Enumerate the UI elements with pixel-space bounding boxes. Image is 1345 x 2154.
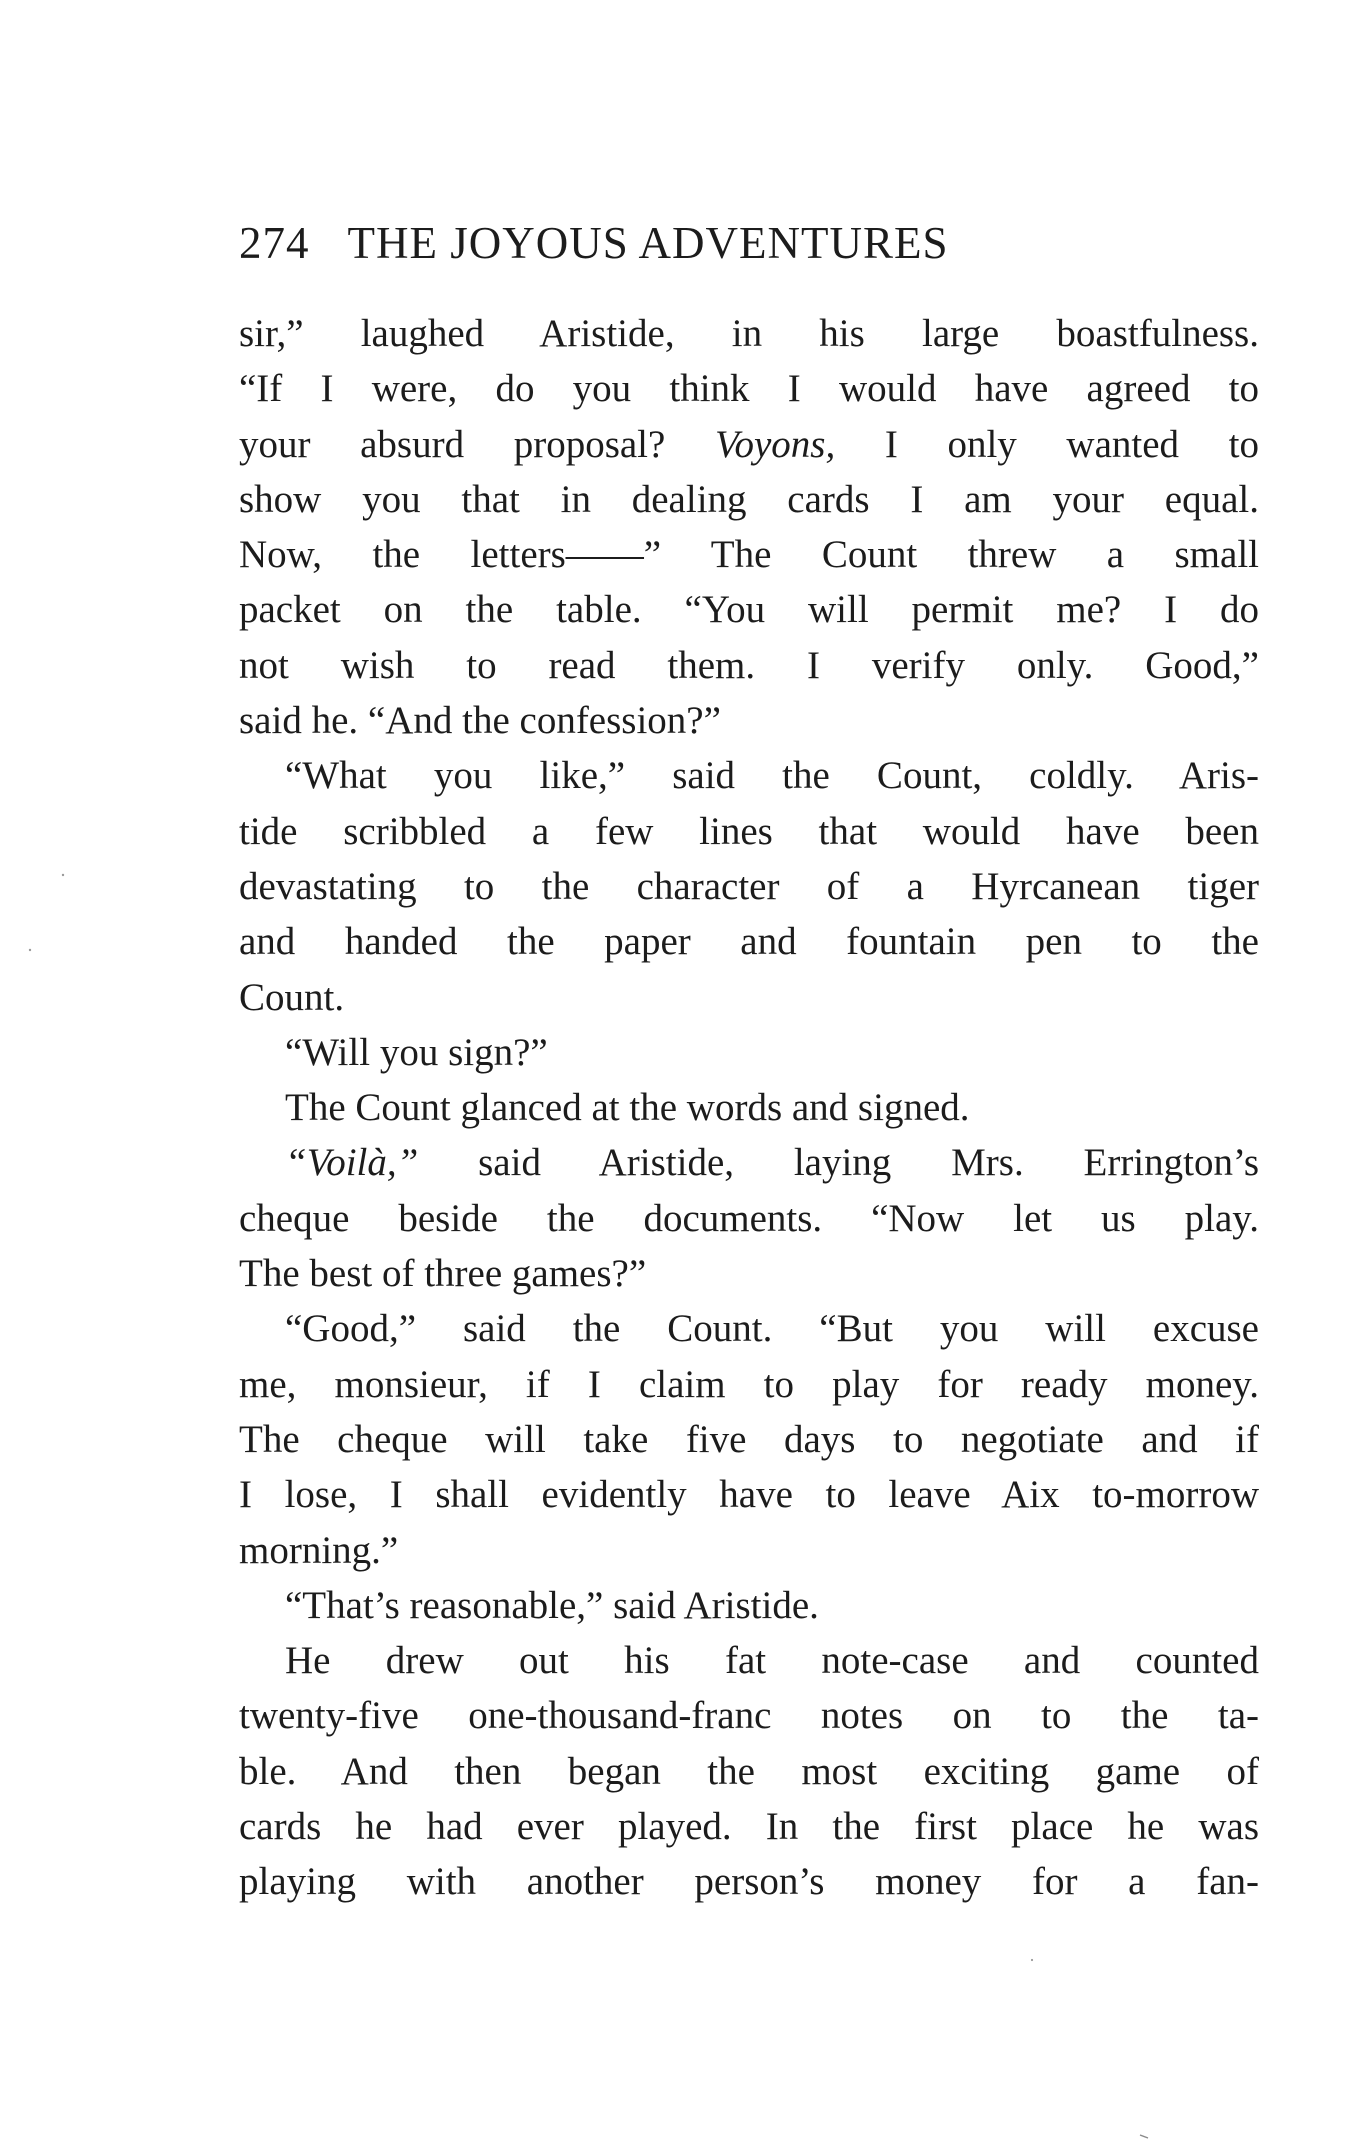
text-run: and handed the paper and fountain pen to the bbox=[239, 920, 1259, 964]
text-run: ble. And then began the most exciting game of bbox=[239, 1749, 1259, 1793]
text-run: said he. “And the confession?” bbox=[239, 699, 721, 743]
text-run: “What you like,” said the Count, coldly. Aris- bbox=[285, 754, 1259, 798]
text-run: “If I were, do you think I would have agreed to bbox=[239, 367, 1259, 411]
text-run: The Count glanced at the words and signed. bbox=[285, 1086, 970, 1130]
running-title: THE JOYOUS ADVENTURES bbox=[347, 218, 949, 268]
text-run: morning.” bbox=[239, 1528, 399, 1572]
text-run: cards he had ever played. In the first place he was bbox=[239, 1805, 1259, 1849]
speck bbox=[1031, 1959, 1033, 1961]
text-run: “That’s reasonable,” said Aristide. bbox=[285, 1583, 819, 1627]
text-run: devastating to the character of a Hyrcanean tiger bbox=[239, 864, 1259, 908]
text-run: The cheque will take five days to negotiate and if bbox=[239, 1417, 1259, 1461]
text-run: me, monsieur, if I claim to play for ready money. bbox=[239, 1362, 1259, 1406]
text-run: sir,” laughed Aristide, in his large boastfulness. bbox=[239, 312, 1259, 355]
text-run: The best of three games?” bbox=[239, 1252, 647, 1296]
text-run: I lose, I shall evidently have to leave Aix to-morrow bbox=[239, 1473, 1259, 1517]
page-number: 274 bbox=[239, 218, 310, 268]
text-run: playing with another person’s money for a fan- bbox=[239, 1860, 1259, 1904]
text-run: Count. bbox=[239, 975, 345, 1019]
text-run: Now, the letters——” The Count threw a small bbox=[239, 533, 1259, 577]
speck bbox=[62, 874, 64, 876]
text-run: tide scribbled a few lines that would have been bbox=[239, 809, 1259, 853]
text-run: show you that in dealing cards I am your equal. bbox=[239, 477, 1259, 521]
text-run: He drew out his fat note-case and counted bbox=[285, 1639, 1259, 1683]
text-run: your absurd proposal? bbox=[239, 422, 715, 466]
text-run: packet on the table. “You will permit me? I do bbox=[239, 588, 1259, 632]
text-run: twenty-five one-thousand-franc notes on to the ta- bbox=[239, 1694, 1259, 1738]
speck bbox=[1140, 2135, 1148, 2138]
text-run: said Aristide, laying Mrs. Errington’s bbox=[418, 1141, 1259, 1185]
text-run: not wish to read them. I verify only. Good,” bbox=[239, 643, 1259, 687]
italic-text: Voyons, bbox=[714, 422, 836, 466]
text-run: “Good,” said the Count. “But you will excuse bbox=[285, 1307, 1259, 1351]
italic-text: “Voilà,” bbox=[285, 1141, 419, 1185]
text-run: I only wanted to bbox=[835, 422, 1259, 466]
text-run: “Will you sign?” bbox=[285, 1030, 548, 1074]
text-run: cheque beside the documents. “Now let us play. bbox=[239, 1196, 1259, 1240]
speck bbox=[29, 949, 31, 951]
